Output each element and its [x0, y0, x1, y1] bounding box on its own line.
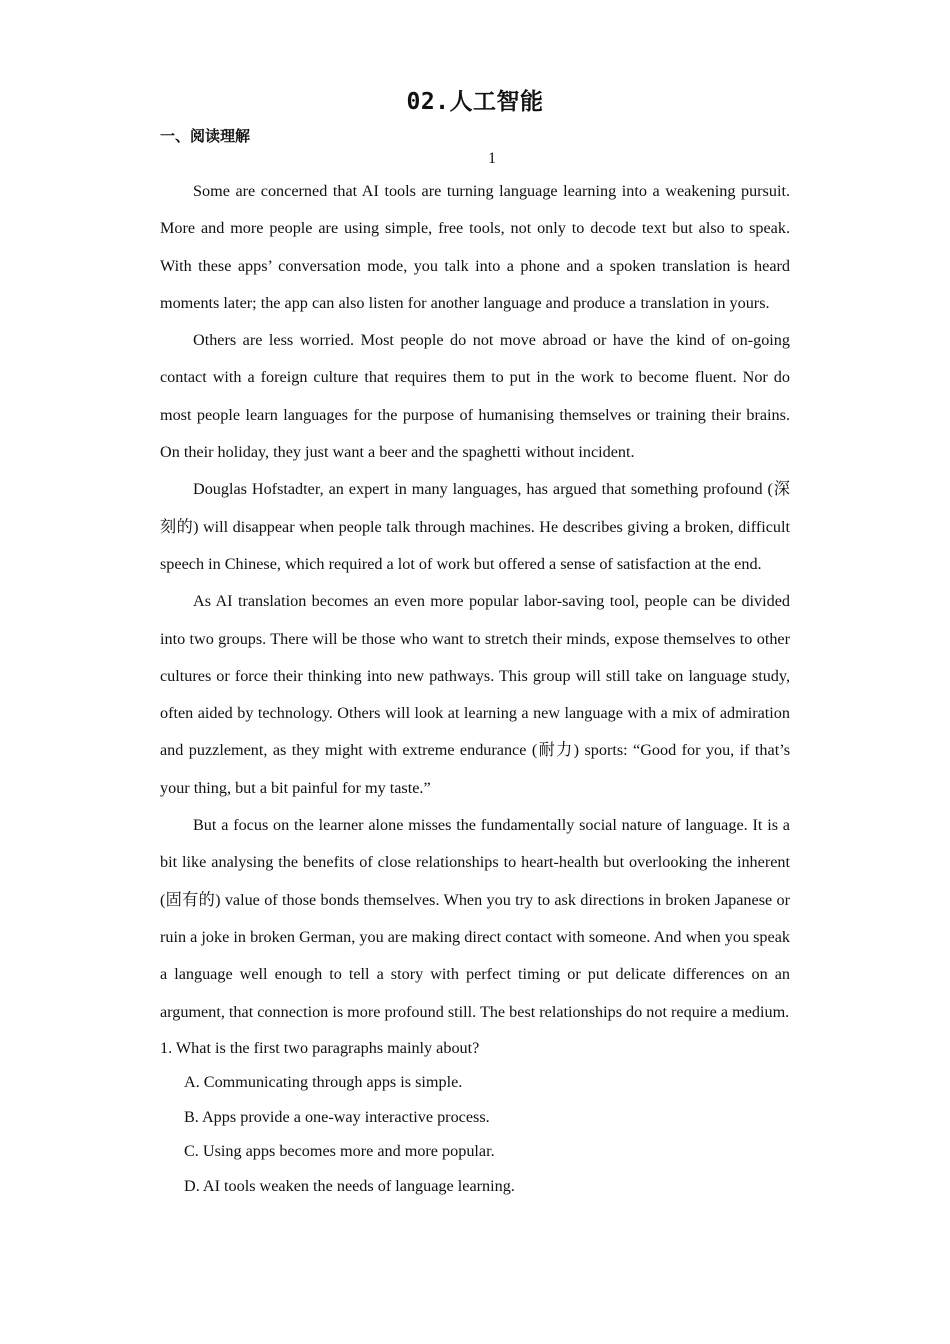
- passage-paragraph-1: Some are concerned that AI tools are turning language learning into a weakening pursuit. More and more people are using simple, free tools, not only to decode text but also to speak. With these apps’ conversation mode, you talk into a phone and a spoken translation is heard moments later; the app can also listen for another language and produce a translation in yours.: [160, 182, 790, 312]
- option-c: C. Using apps becomes more and more popular.: [184, 1142, 495, 1161]
- passage-paragraph-4: As AI translation becomes an even more popular labor-saving tool, people can be divided into two groups. There will be those who want to stretch their minds, expose themselves to other cultures or force their thinking into new pathways. This group will still take on language study, often aided by technology. Others will look at learning a new language with a mix of admiration and puzzlement, as they might with extreme endurance (耐力) sports: “Good for you, if that’s your thing, but a bit painful for my taste.”: [160, 592, 790, 797]
- section-heading: 一、阅读理解: [160, 127, 251, 145]
- reading-passage: [160, 173, 790, 1031]
- document-title: 02.人工智能: [406, 89, 544, 115]
- passage-paragraph-2: Others are less worried. Most people do not move abroad or have the kind of on-going contact with a foreign culture that requires them to put in the work to become fluent. Nor do most people learn languages for the purpose of humanising themselves or training their brains. On their holiday, they just want a beer and the spaghetti without incident.: [160, 331, 790, 462]
- option-d: D. AI tools weaken the needs of language learning.: [184, 1176, 515, 1195]
- option-b: B. Apps provide a one-way interactive process.: [184, 1107, 490, 1126]
- passage-paragraph-3: Douglas Hofstadter, an expert in many languages, has argued that something profound (深刻的) will disappear when people talk through machines. He describes giving a broken, difficult speech in Chinese, which required a lot of work but offered a sense of satisfaction at the end.: [160, 480, 790, 573]
- question-1: [160, 1031, 790, 1204]
- question-stem: 1. What is the first two paragraphs mainly about?: [160, 1038, 480, 1057]
- option-a: A. Communicating through apps is simple.: [184, 1073, 463, 1092]
- passage-paragraph-5: But a focus on the learner alone misses the fundamentally social nature of language. It is a bit like analysing the benefits of close relationships to heart-health but overlooking the inherent (固有的) value of those bonds themselves. When you try to ask directions in broken Japanese or ruin a joke in broken German, you are making direct contact with someone. And when you speak a language well enough to tell a story with perfect timing or put delicate differences on an argument, that connection is more profound still. The best relationships do not require a medium.: [160, 816, 790, 1021]
- passage-number: 1: [488, 150, 496, 167]
- document-page: [160, 86, 790, 1203]
